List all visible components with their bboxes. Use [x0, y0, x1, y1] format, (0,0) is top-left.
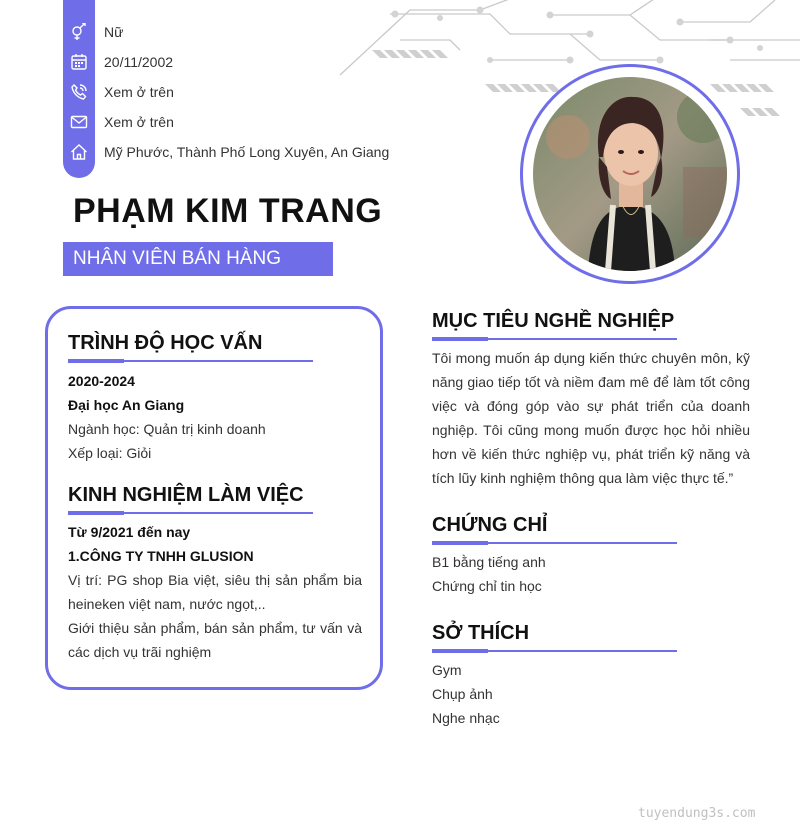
hobby-item: Chụp ảnh	[432, 686, 493, 702]
address-text: Mỹ Phước, Thành Phố Long Xuyên, An Giang	[104, 144, 390, 160]
certificates-heading: CHỨNG CHỈ	[432, 514, 548, 536]
education-school: Đại học An Giang	[68, 397, 185, 413]
certificates-underline	[432, 542, 677, 544]
site-watermark: tuyendung3s.com	[638, 806, 756, 821]
education-underline	[68, 360, 313, 362]
education-period: 2020-2024	[68, 373, 135, 389]
dob-text: 20/11/2002	[104, 54, 174, 70]
education-heading: TRÌNH ĐỘ HỌC VẤN	[68, 332, 263, 354]
phone-icon	[70, 83, 88, 101]
calendar-icon	[70, 53, 88, 71]
hobbies-underline	[432, 650, 677, 652]
objective-heading: MỤC TIÊU NGHỀ NGHIỆP	[432, 310, 675, 332]
certificate-item: Chứng chỉ tin học	[432, 578, 542, 594]
gender-icon	[70, 23, 88, 41]
mail-icon	[70, 113, 88, 131]
hobby-item: Gym	[432, 662, 462, 678]
objective-text: Tôi mong muốn áp dụng kiến thức chuyên môn, kỹ năng giao tiếp tốt và niềm đam mê để làm tốt công việc và đóng góp vào sự phát triển của doanh nghiệp. Tôi cũng mong muốn được học hỏi nhiều hơn về kiến thức nghiệp vụ, phát triển kỹ năng và tích lũy kinh nghiệm thông qua làm việc thực tế.”	[432, 350, 750, 486]
experience-duties-line1: Giới thiệu sản phẩm, bán sản phẩm, tư vấn và	[68, 620, 362, 636]
education-major: Ngành học: Quản trị kinh doanh	[68, 421, 266, 437]
experience-position-line1: Vị trí: PG shop Bia việt, siêu thị sản phẩm bia	[68, 572, 362, 588]
objective-underline	[432, 338, 677, 340]
avatar	[533, 77, 727, 271]
home-icon	[70, 143, 88, 161]
hobbies-heading: SỞ THÍCH	[432, 622, 530, 644]
experience-period: Từ 9/2021 đến nay	[68, 524, 191, 540]
email-text: Xem ở trên	[104, 114, 174, 130]
experience-duties-line2: các dịch vụ trãi nghiệm	[68, 644, 212, 660]
job-title: NHÂN VIÊN BÁN HÀNG	[63, 242, 333, 276]
candidate-name: PHẠM KIM TRANG	[73, 192, 383, 230]
experience-underline	[68, 512, 313, 514]
hobby-item: Nghe nhạc	[432, 710, 500, 726]
experience-heading: KINH NGHIỆM LÀM VIỆC	[68, 484, 304, 506]
certificate-item: B1 bằng tiếng anh	[432, 554, 546, 570]
portrait-photo	[533, 77, 727, 271]
experience-position-line2: heineken việt nam, nước ngọt,..	[68, 596, 266, 612]
phone-text: Xem ở trên	[104, 84, 174, 100]
gender-text: Nữ	[104, 24, 124, 40]
experience-company: 1.CÔNG TY TNHH GLUSION	[68, 548, 254, 564]
education-grade: Xếp loại: Giỏi	[68, 445, 152, 461]
